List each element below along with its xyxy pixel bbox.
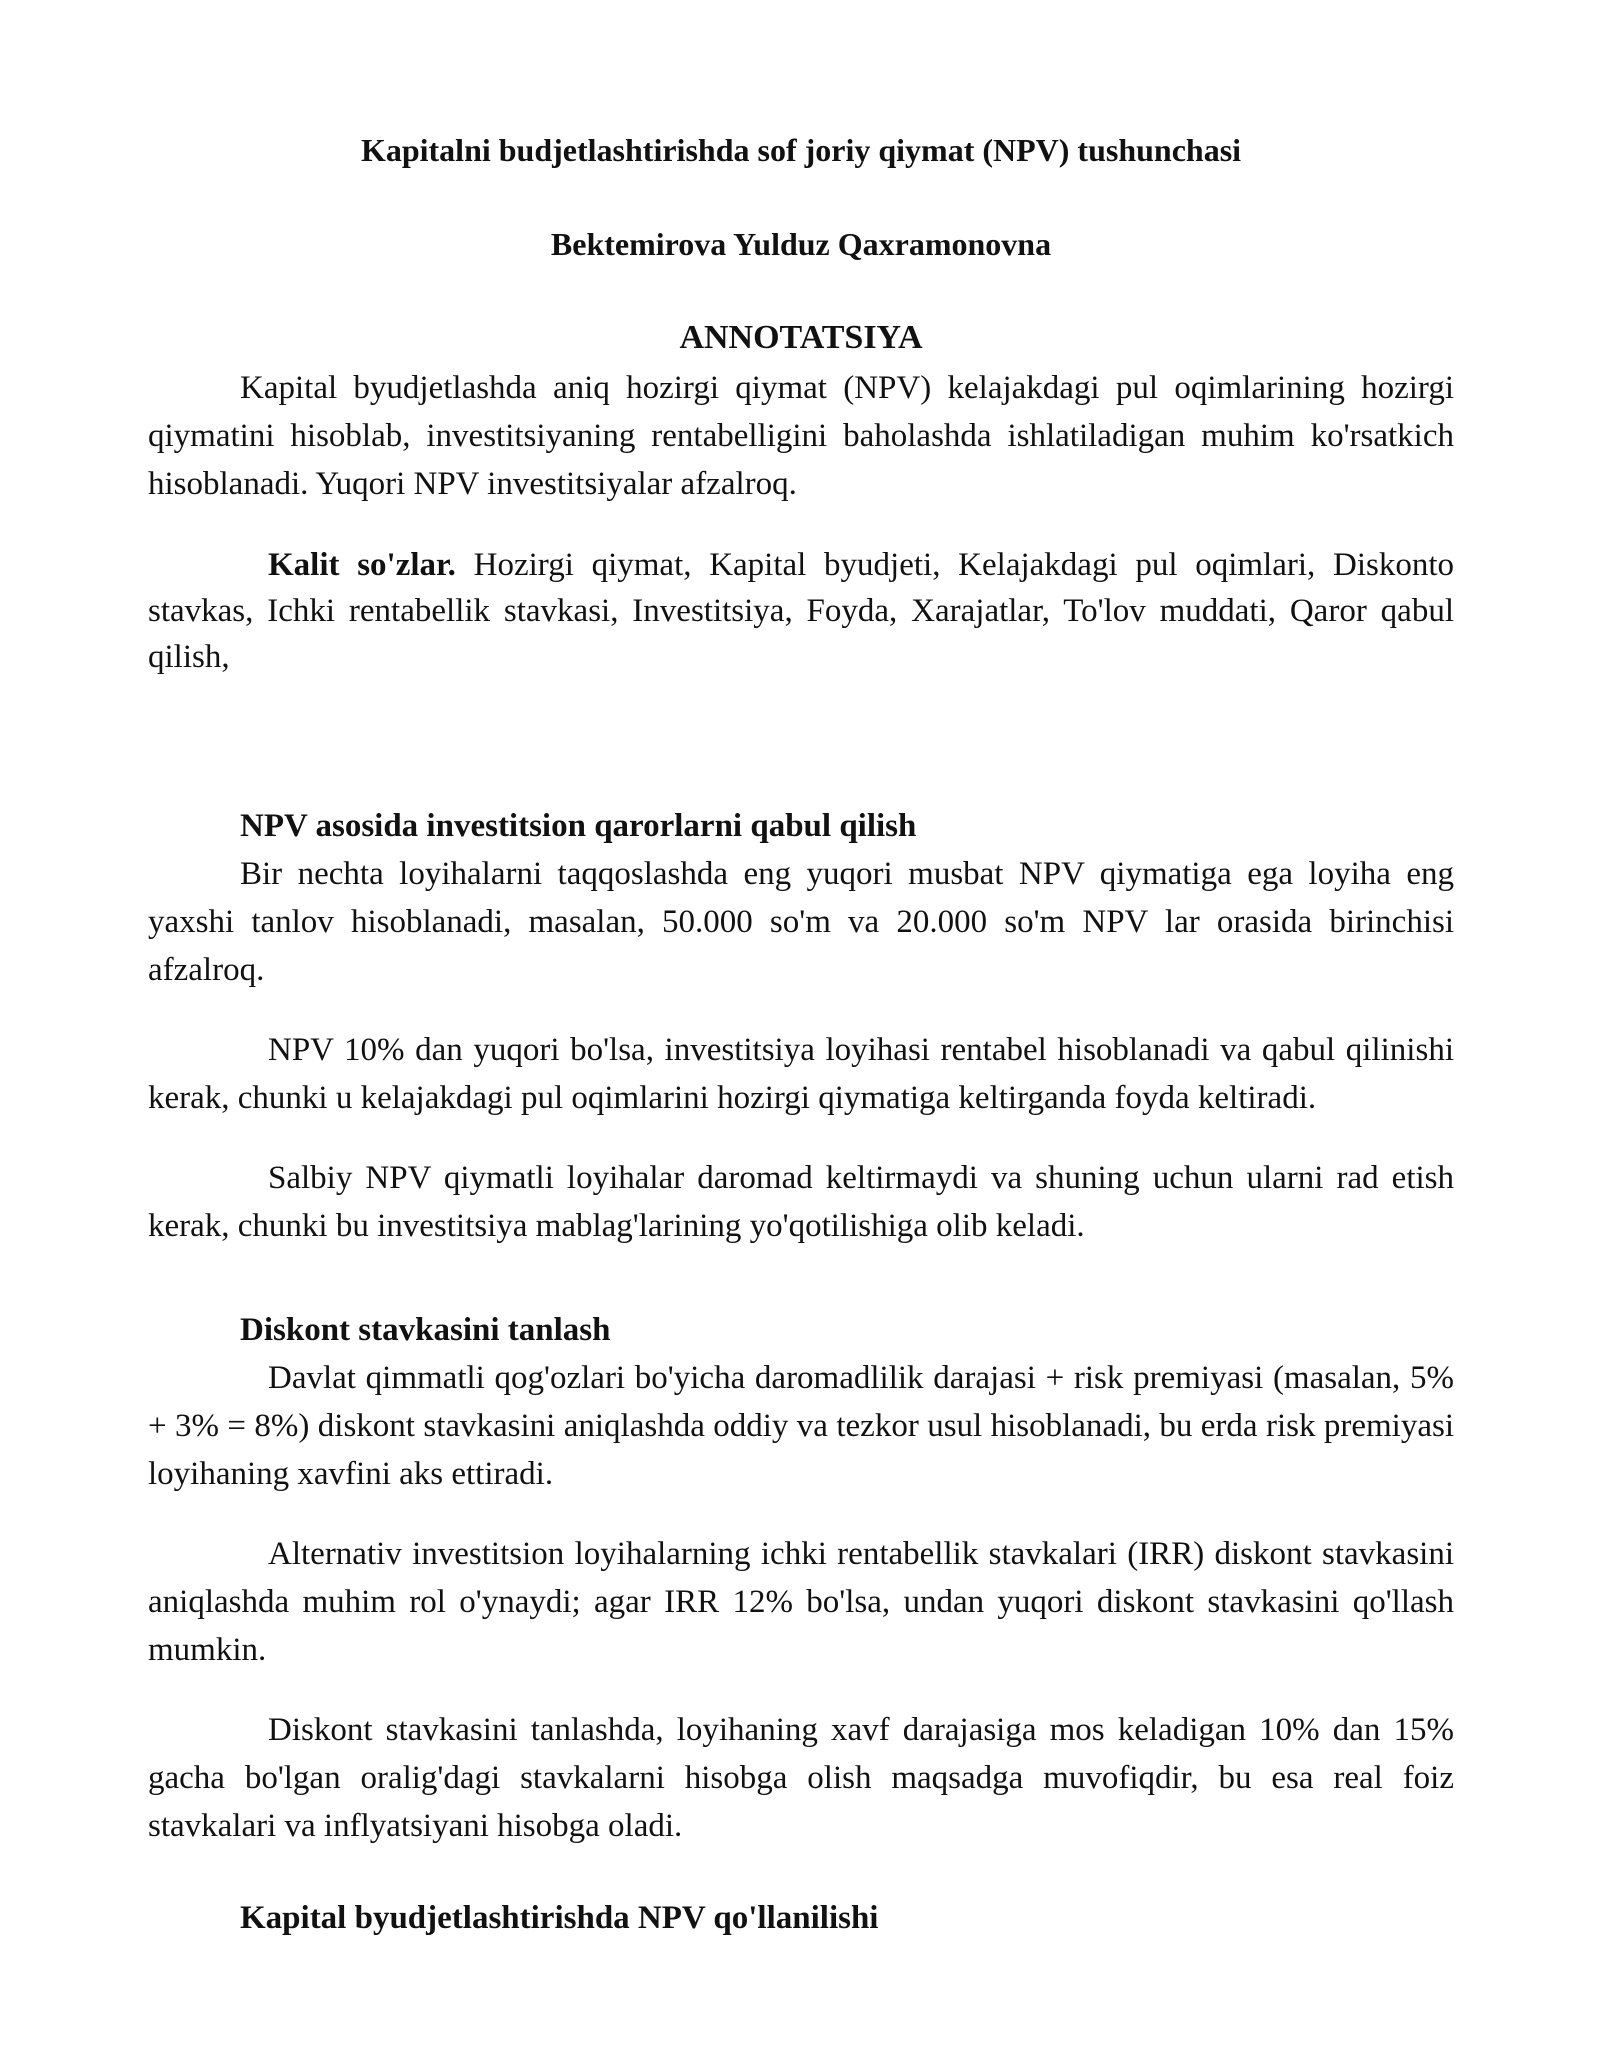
section2-paragraph-3: Diskont stavkasini tanlashda, loyihaning xavf darajasiga mos keladigan 10% dan 15% gacha bo'lgan oralig'dagi stavkalarni hisobga olish maqsadga muvofiqdir, bu esa real foiz stavkalari va inflyatsiyani hisobga oladi. (148, 1712, 1454, 1844)
section-heading-npv-decisions: NPV asosida investitsion qarorlarni qabul qilish (240, 808, 917, 844)
section2-paragraph-2: Alternativ investitsion loyihalarning ichki rentabellik stavkalari (IRR) diskont stavkasini aniqlashda muhim rol o'ynaydi; agar IRR 12% bo'lsa, undan yuqori diskont stavkasini qo'llash mumkin. (148, 1536, 1454, 1668)
author-name: Bektemirova Yulduz Qaxramonovna (550, 226, 1052, 262)
section1-paragraph-2: NPV 10% dan yuqori bo'lsa, investitsiya loyihasi rentabel hisoblanadi va qabul qilinishi kerak, chunki u kelajakdagi pul oqimlarini hozirgi qiymatiga keltirganda foyda keltiradi. (148, 1032, 1454, 1116)
section-heading-npv-application: Kapital byudjetlashtirishda NPV qo'llanilishi (240, 1900, 879, 1936)
annotation-heading: ANNOTATSIYA (679, 319, 923, 356)
keywords-paragraph (148, 542, 1454, 680)
document-title: Kapitalni budjetlashtirishda sof joriy qiymat (NPV) tushunchasi (360, 132, 1242, 168)
keywords-label: Kalit so'zlar. (268, 547, 456, 583)
section1-paragraph-3: Salbiy NPV qiymatli loyihalar daromad keltirmaydi va shuning uchun ularni rad etish kerak, chunki bu investitsiya mablag'larining yo'qotilishiga olib keladi. (148, 1160, 1454, 1244)
keywords-text: Hozirgi qiymat, Kapital byudjeti, Kelajakdagi pul oqimlari, Diskonto stavkas, Ichki rentabellik stavkasi, Investitsiya, Foyda, Xarajatlar, To'lov muddati, Qaror qabul qilish, (148, 547, 1455, 675)
section-heading-discount-rate: Diskont stavkasini tanlash (240, 1312, 611, 1348)
section2-paragraph-1: Davlat qimmatli qog'ozlari bo'yicha daromadlilik darajasi + risk premiyasi (masalan, 5% + 3% = 8%) diskont stavkasini aniqlashda oddiy va tezkor usul hisoblanadi, bu erda risk premiyasi loyihaning xavfini aks ettiradi. (148, 1360, 1454, 1492)
section1-paragraph-1: Bir nechta loyihalarni taqqoslashda eng yuqori musbat NPV qiymatiga ega loyiha eng yaxshi tanlov hisoblanadi, masalan, 50.000 so'm va 20.000 so'm NPV lar orasida birinchisi afzalroq. (148, 856, 1454, 988)
document-page (148, 128, 1454, 1940)
annotation-text: Kapital byudjetlashda aniq hozirgi qiymat (NPV) kelajakdagi pul oqimlarining hozirgi qiymatini hisoblab, investitsiyaning rentabelligini baholashda ishlatiladigan muhim ko'rsatkich hisoblanadi. Yuqori NPV investitsiyalar afzalroq. (148, 370, 1454, 502)
